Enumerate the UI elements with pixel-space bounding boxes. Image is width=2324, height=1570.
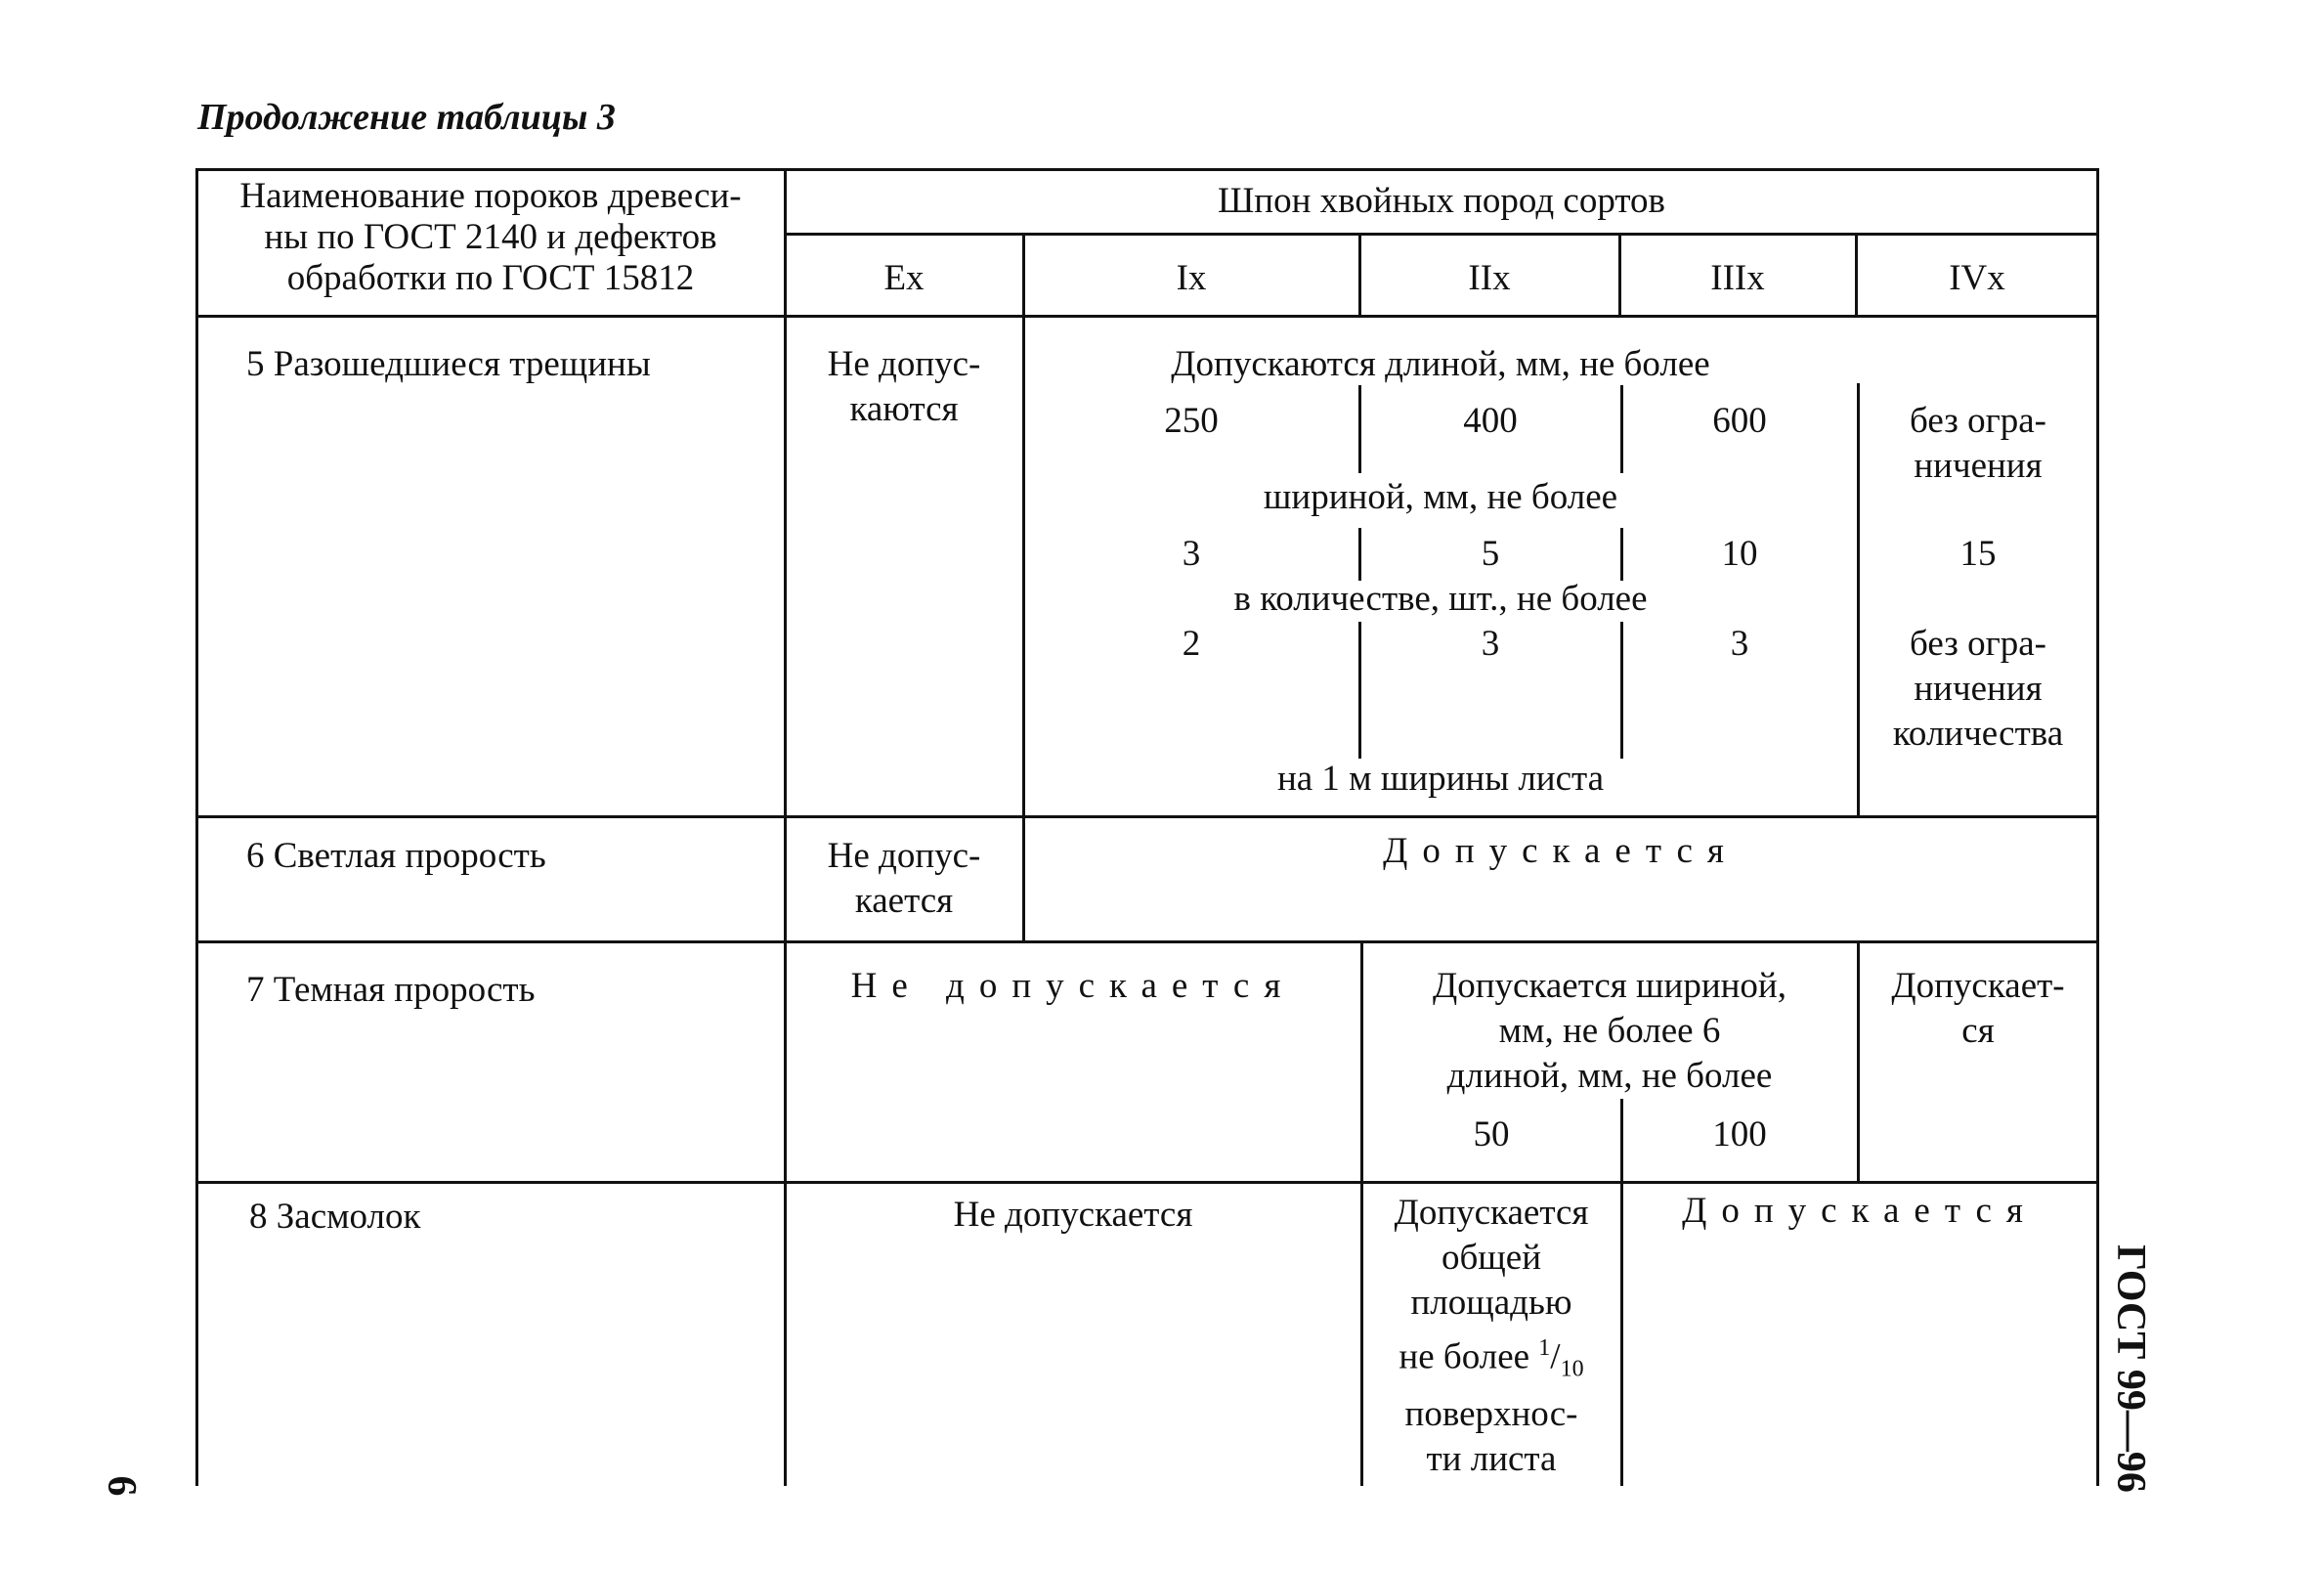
row5-count-label: в количестве, шт., не более	[1233, 579, 1648, 619]
row8-iix-line4: не более $^1/_{10}$	[1399, 1335, 1584, 1382]
row8-iix-line2: общей	[1441, 1238, 1542, 1278]
row5-count-ivx-line3: количества	[1892, 714, 2064, 754]
row5-count-iix: 3	[1481, 624, 1500, 664]
header-grade-ivx: IVx	[1949, 258, 2005, 298]
row8-iix-value	[1363, 1191, 1619, 1482]
row7-ivx-line1: Допускает-	[1891, 966, 2065, 1006]
row8-iiix-ivx-value: Допускается	[1682, 1191, 2038, 1231]
row7-ivx-line2: ся	[1961, 1011, 1995, 1051]
row5-length-ivx-line1: без огра-	[1910, 401, 2046, 441]
header-grade-iiix: IIIx	[1710, 258, 1765, 298]
row7-ex-ix-value: Не допускается	[850, 966, 1296, 1006]
row8-iix-line6: ти листа	[1426, 1438, 1557, 1479]
row7-ivx-value	[1860, 964, 2096, 1054]
table-border-left	[195, 168, 198, 1486]
row8-iix-line4-text: не более	[1399, 1336, 1530, 1377]
row5-width-ix: 3	[1182, 534, 1201, 574]
header-group-title: Шпон хвойных пород сортов	[1217, 181, 1665, 221]
row8-iix-line1: Допускается	[1394, 1193, 1589, 1233]
row5-length-iix: 400	[1463, 401, 1518, 441]
row5-length-ix: 250	[1164, 401, 1219, 441]
header-defect-name	[200, 176, 781, 299]
row5-width-ivx: 15	[1959, 534, 1997, 574]
row7-defect-name: 7 Темная прорость	[246, 970, 536, 1010]
row5-width-label: шириной, мм, не более	[1263, 477, 1618, 517]
row6-ex-line1: Не допус-	[827, 836, 981, 876]
row5-length-ivx	[1860, 399, 2096, 489]
row5-ex-line2: каются	[849, 389, 959, 429]
header-grade-ix: Ix	[1176, 258, 1207, 298]
row7-mid-line3: длиной, мм, не более	[1446, 1056, 1773, 1096]
row5-count-ivx-line1: без огра-	[1910, 624, 2046, 664]
standard-side-label: ГОСТ 99—96	[2108, 1244, 2153, 1493]
page-number: 6	[99, 1475, 144, 1497]
header-defect-name-line2: ны по ГОСТ 2140 и дефектов	[264, 217, 717, 257]
row8-defect-name: 8 Засмолок	[249, 1197, 421, 1237]
row8-iix-line3: площадью	[1410, 1283, 1572, 1323]
row6-defect-name: 6 Светлая прорость	[246, 836, 546, 876]
row8-iix-line5: поверхнос-	[1404, 1393, 1578, 1434]
row5-count-ivx-line2: ничения	[1914, 669, 2043, 709]
row6-others-value: Допускается	[1383, 831, 1739, 871]
row7-mid-line1: Допускается шириной,	[1433, 966, 1786, 1006]
row6-bottom-border	[195, 940, 2099, 943]
row5-length-iiix: 600	[1712, 401, 1767, 441]
row5-count-ix: 2	[1182, 624, 1201, 664]
header-group-divider	[784, 233, 2099, 236]
row5-count-iiix: 3	[1730, 624, 1749, 664]
header-defect-name-line1: Наименование пороков древеси-	[239, 176, 742, 216]
row8-frac-denominator: 10	[1560, 1356, 1584, 1382]
table-border-top	[195, 168, 2099, 171]
row7-bottom-border	[195, 1181, 2099, 1184]
row5-defect-name: 5 Разошедшиеся трещины	[246, 344, 651, 384]
row8-ex-ix-value: Не допускается	[953, 1195, 1193, 1235]
row6-ex-line2: кается	[854, 881, 954, 921]
row7-iix-iiix-value	[1363, 964, 1856, 1099]
row7-length-iiix: 100	[1712, 1114, 1767, 1155]
row8-frac-numerator: 1	[1538, 1335, 1551, 1361]
row5-count-ivx	[1860, 622, 2096, 757]
row5-per-label: на 1 м ширины листа	[1276, 759, 1605, 799]
header-grade-ex: Ex	[883, 258, 925, 298]
header-grade-iix: IIx	[1468, 258, 1511, 298]
row5-ex-value	[787, 342, 1021, 432]
row6-ex-value	[787, 834, 1021, 924]
row5-width-iix: 5	[1481, 534, 1500, 574]
row5-ex-line1: Не допус-	[827, 344, 981, 384]
row5-length-label: Допускаются длиной, мм, не более	[1171, 344, 1710, 384]
table-caption: Продолжение таблицы 3	[197, 97, 616, 138]
header-bottom-border	[195, 315, 2099, 318]
row5-width-iiix: 10	[1721, 534, 1758, 574]
table-border-right	[2096, 168, 2099, 1486]
row5-bottom-border	[195, 815, 2099, 818]
row7-length-iix: 50	[1473, 1114, 1510, 1155]
row7-mid-line2: мм, не более 6	[1498, 1011, 1721, 1051]
row5-length-ivx-line2: ничения	[1914, 446, 2043, 486]
header-defect-name-line3: обработки по ГОСТ 15812	[286, 258, 695, 298]
